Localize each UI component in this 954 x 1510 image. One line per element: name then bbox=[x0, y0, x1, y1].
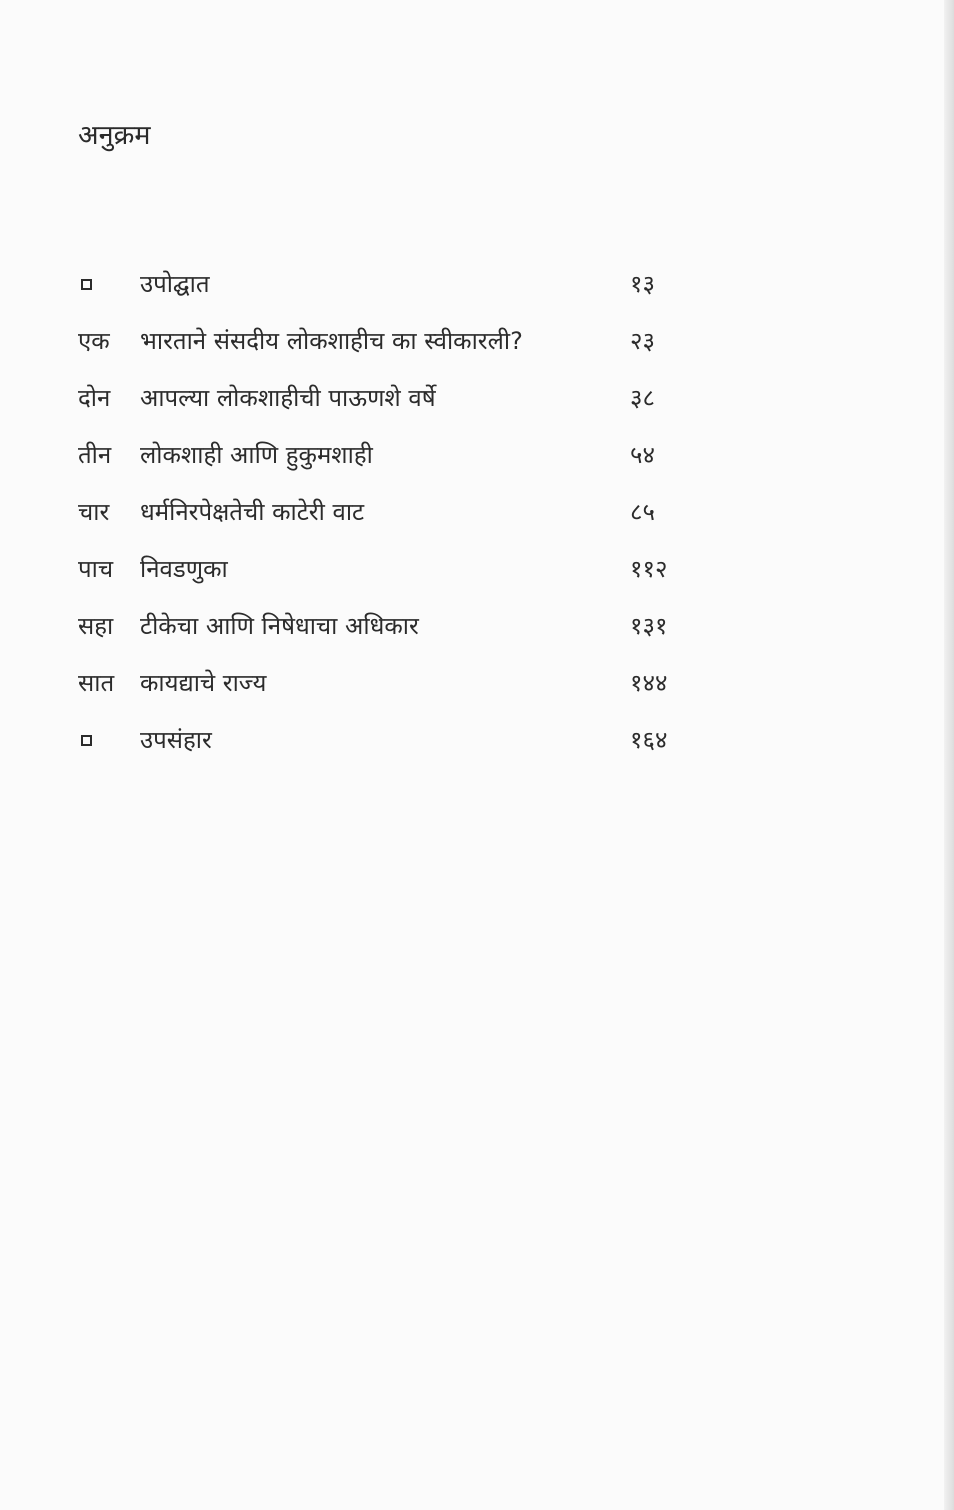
page-edge bbox=[944, 0, 954, 1510]
page-title: अनुक्रम bbox=[78, 120, 151, 151]
entry-page-number: १३१ bbox=[630, 612, 668, 640]
entry-title: लोकशाही आणि हुकुमशाही bbox=[140, 441, 373, 469]
square-bullet-icon bbox=[81, 279, 92, 290]
table-of-contents bbox=[78, 264, 698, 777]
toc-entry-chapter-3 bbox=[78, 435, 698, 492]
entry-page-number: १६४ bbox=[630, 726, 668, 754]
toc-entry-chapter-2 bbox=[78, 378, 698, 435]
entry-marker: पाच bbox=[78, 555, 114, 583]
toc-entry-chapter-7 bbox=[78, 663, 698, 720]
entry-marker: दोन bbox=[78, 384, 111, 412]
entry-marker: एक bbox=[78, 327, 110, 355]
entry-title: उपोद्घात bbox=[140, 270, 210, 298]
toc-entry-conclusion bbox=[78, 720, 698, 777]
toc-entry-chapter-6 bbox=[78, 606, 698, 663]
entry-title: उपसंहार bbox=[140, 726, 212, 754]
entry-page-number: ३८ bbox=[630, 384, 655, 412]
entry-marker bbox=[78, 264, 138, 304]
entry-marker: तीन bbox=[78, 441, 112, 469]
square-bullet-icon bbox=[81, 735, 92, 746]
entry-title: टीकेचा आणि निषेधाचा अधिकार bbox=[140, 612, 419, 640]
entry-title: भारताने संसदीय लोकशाहीच का स्वीकारली? bbox=[140, 327, 523, 355]
entry-page-number: १३ bbox=[630, 270, 655, 298]
entry-title: निवडणुका bbox=[140, 555, 228, 583]
entry-page-number: ५४ bbox=[630, 441, 655, 469]
entry-title: कायद्याचे राज्य bbox=[140, 669, 267, 697]
toc-entry-chapter-4 bbox=[78, 492, 698, 549]
entry-marker bbox=[78, 720, 138, 760]
entry-page-number: ८५ bbox=[630, 498, 655, 526]
entry-page-number: ११२ bbox=[630, 555, 668, 583]
toc-entry-introduction bbox=[78, 264, 698, 321]
entry-page-number: २३ bbox=[630, 327, 655, 355]
entry-page-number: १४४ bbox=[630, 669, 668, 697]
entry-marker: सहा bbox=[78, 612, 114, 640]
entry-marker: चार bbox=[78, 498, 110, 526]
entry-marker: सात bbox=[78, 669, 115, 697]
toc-entry-chapter-5 bbox=[78, 549, 698, 606]
entry-title: आपल्या लोकशाहीची पाऊणशे वर्षे bbox=[140, 384, 436, 412]
entry-title: धर्मनिरपेक्षतेची काटेरी वाट bbox=[140, 498, 365, 526]
toc-entry-chapter-1 bbox=[78, 321, 698, 378]
